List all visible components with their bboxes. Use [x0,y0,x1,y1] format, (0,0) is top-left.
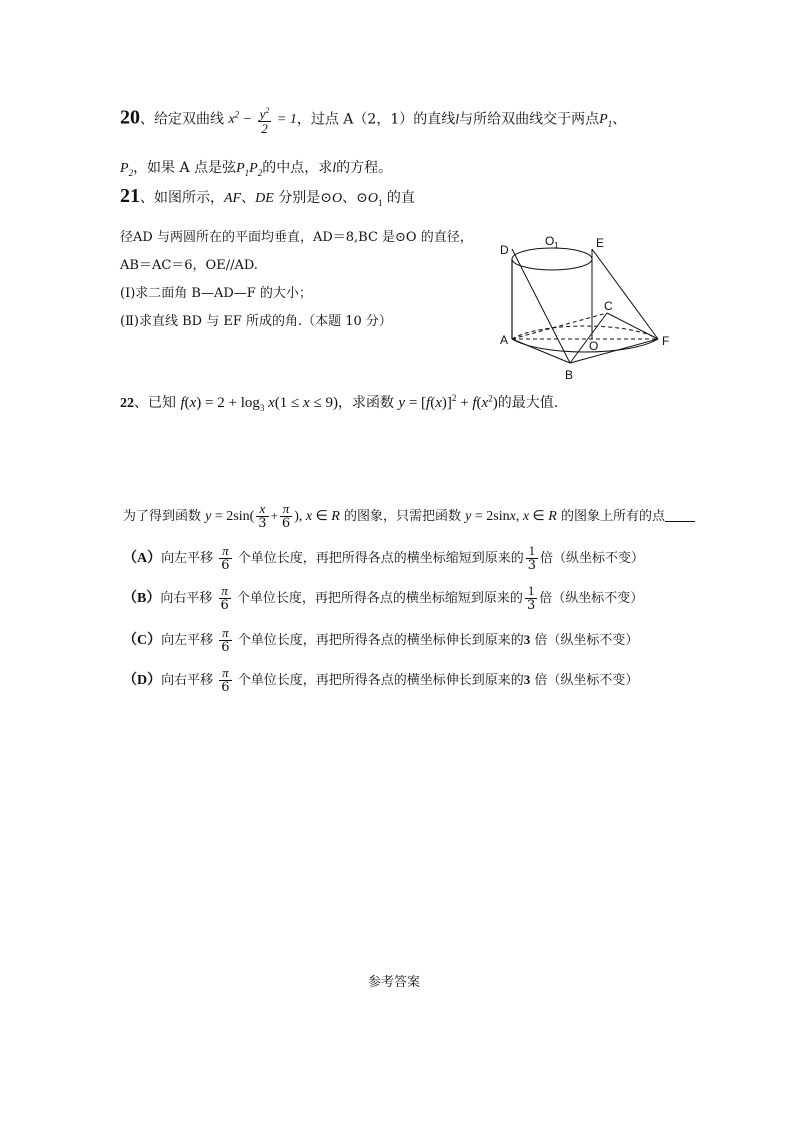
line-db [512,249,570,363]
question-21-part1: (Ⅰ)求二面角 B—AD—F 的大小； [120,286,312,301]
bottom-circle-front [512,339,658,352]
label-e: E [596,236,605,250]
mc-stem: 为了得到函数 y = 2sin( $\frac{x}{3}$ + $\frac{\pi}{6}$ ), x ∈ R 的图象，只需把函数 y = 2sinx, x ∈ R 的图象上所有的点 [123,502,695,531]
label-f: F [662,334,670,348]
mc-option-c: （C）向左平移 $\frac{\pi}{6}$ 个单位长度，再把所得各点的横坐标伸长到原来的3 倍（纵坐标不变） [123,625,639,655]
label-o1-sub: 1 [554,241,559,250]
question-21-part2: (Ⅱ)求直线 BD 与 EF 所成的角.（本题 10 分） [120,314,392,329]
line-ac [512,313,607,339]
question-number: 20 [120,106,140,129]
equation-hyperbola: $x^2$ − $\frac{y^2}{2}$ = 1 [228,106,297,137]
label-b: B [565,368,574,382]
equation-y: y [398,395,406,411]
question-21-line2: 径AD 与两圆所在的平面均垂直，AD＝8,BC 是⊙O 的直径， [120,230,473,245]
label-o1: O [545,234,555,248]
question-20-line2: $P_2$，如果 A 点是弦$P_1P_2$的中点，求l的方程。 [120,160,393,178]
mc-option-a: （A）向左平移 $\frac{\pi}{6}$ 个单位长度，再把所得各点的横坐标缩短到原来的 $\frac{1}{3}$ 倍（纵坐标不变） [123,543,645,573]
line-ef [592,249,658,339]
question-number: 22 [120,396,134,411]
top-circle [512,248,592,270]
line-cf [607,313,658,339]
label-c: C [604,299,613,313]
point-p1: $P_1$ [599,112,613,130]
equation-fx: f [180,395,185,411]
question-21-line3: AB＝AC＝6，OE//AD. [120,258,258,273]
label-d: D [500,243,509,257]
line-bc [570,313,607,363]
label-o: O [589,339,599,353]
answer-blank [665,507,695,522]
question-21-line1: 21、如图所示，AF、DE 分别是⊙O、$⊙O_1$ 的直 [120,185,415,208]
question-20-line1: 20、给定双曲线 $x^2$ − $\frac{y^2}{2}$ = 1，过点 A（2，1）的直线l与所给双曲线交于两点$P_1$、 [120,106,627,137]
answer-title: 参考答案 [368,974,421,989]
label-a: A [500,333,509,347]
mc-option-d: （D）向右平移 $\frac{\pi}{6}$ 个单位长度，再把所得各点的横坐标伸长到原来的3 倍（纵坐标不变） [123,665,639,695]
question-number: 21 [120,185,140,207]
mc-option-b: （B）向右平移 $\frac{\pi}{6}$ 个单位长度，再把所得各点的横坐标缩短到原来的 $\frac{1}{3}$ 倍（纵坐标不变） [123,583,644,613]
cylinder-figure [495,228,685,388]
line-bf [570,339,658,363]
question-22: 22、已知 $f(x) = 2 + \log_3 x(1 \le x \le 9)$，求函数 $y = [f(x)]^2 + f(x^2)$的最大值. [120,393,559,413]
